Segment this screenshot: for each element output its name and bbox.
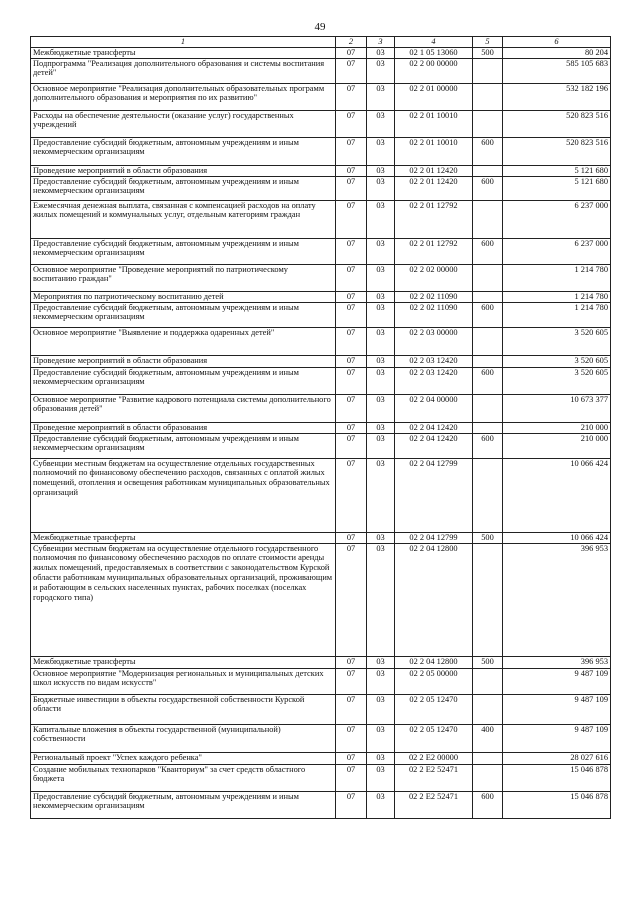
row-name: Межбюджетные трансферты — [31, 532, 336, 543]
row-name: Субвенции местным бюджетам на осуществление отдельных государственных полномочий по финансовому обеспечению расходов, связанных с оплатой жилых помещений, отопления и освещения работникам муниципальных образовательных организаций — [31, 458, 336, 532]
row-name: Проведение мероприятий в области образования — [31, 422, 336, 433]
row-amount: 5 121 680 — [503, 176, 611, 200]
table-row — [31, 367, 611, 394]
row-section: 07 — [336, 724, 367, 752]
row-amount: 1 214 780 — [503, 264, 611, 291]
row-amount: 9 487 109 — [503, 694, 611, 724]
row-expense-type: 400 — [473, 724, 503, 752]
row-expense-type — [473, 83, 503, 110]
row-amount: 3 520 605 — [503, 367, 611, 394]
row-amount: 1 214 780 — [503, 302, 611, 327]
row-subsection: 03 — [367, 200, 395, 238]
row-target-article: 02 2 04 12420 — [395, 433, 473, 458]
row-target-article: 02 2 E2 52471 — [395, 764, 473, 791]
row-expense-type: 600 — [473, 367, 503, 394]
table-row — [31, 694, 611, 724]
row-expense-type — [473, 264, 503, 291]
row-amount: 520 823 516 — [503, 137, 611, 165]
row-expense-type: 600 — [473, 238, 503, 264]
row-section: 07 — [336, 394, 367, 422]
row-expense-type: 600 — [473, 433, 503, 458]
row-amount: 396 953 — [503, 656, 611, 668]
row-amount: 6 237 000 — [503, 238, 611, 264]
row-subsection: 03 — [367, 543, 395, 656]
row-amount: 6 237 000 — [503, 200, 611, 238]
table-row — [31, 291, 611, 302]
row-amount: 10 673 377 — [503, 394, 611, 422]
table-row — [31, 422, 611, 433]
row-target-article: 02 2 02 11090 — [395, 291, 473, 302]
row-subsection: 03 — [367, 165, 395, 176]
row-name: Бюджетные инвестиции в объекты государственной собственности Курской области — [31, 694, 336, 724]
column-number-header — [31, 37, 611, 48]
row-amount: 210 000 — [503, 422, 611, 433]
row-amount: 1 214 780 — [503, 291, 611, 302]
row-target-article: 02 2 01 12420 — [395, 165, 473, 176]
row-section: 07 — [336, 532, 367, 543]
row-section: 07 — [336, 694, 367, 724]
row-section: 07 — [336, 752, 367, 764]
row-amount: 520 823 516 — [503, 110, 611, 137]
table-row — [31, 458, 611, 532]
row-amount: 396 953 — [503, 543, 611, 656]
row-section: 07 — [336, 302, 367, 327]
row-target-article: 02 2 01 10010 — [395, 110, 473, 137]
row-name: Капитальные вложения в объекты государственной (муниципальной) собственности — [31, 724, 336, 752]
row-section: 07 — [336, 110, 367, 137]
row-section: 07 — [336, 668, 367, 694]
row-section: 07 — [336, 764, 367, 791]
row-target-article: 02 2 02 11090 — [395, 302, 473, 327]
table-row — [31, 668, 611, 694]
row-subsection: 03 — [367, 532, 395, 543]
row-subsection: 03 — [367, 433, 395, 458]
row-subsection: 03 — [367, 137, 395, 165]
row-expense-type — [473, 327, 503, 355]
row-section: 07 — [336, 355, 367, 367]
row-section: 07 — [336, 264, 367, 291]
row-name: Основное мероприятие "Выявление и поддержка одаренных детей" — [31, 327, 336, 355]
table-row — [31, 355, 611, 367]
row-subsection: 03 — [367, 238, 395, 264]
row-target-article: 02 2 03 12420 — [395, 367, 473, 394]
row-expense-type — [473, 394, 503, 422]
row-target-article: 02 2 03 00000 — [395, 327, 473, 355]
row-subsection: 03 — [367, 110, 395, 137]
table-row — [31, 200, 611, 238]
row-name: Межбюджетные трансферты — [31, 47, 336, 58]
table-row — [31, 302, 611, 327]
row-target-article: 02 2 E2 52471 — [395, 791, 473, 818]
row-target-article: 02 2 00 00000 — [395, 58, 473, 83]
row-target-article: 02 2 01 10010 — [395, 137, 473, 165]
row-expense-type: 600 — [473, 176, 503, 200]
row-target-article: 02 2 01 12420 — [395, 176, 473, 200]
row-section: 07 — [336, 367, 367, 394]
row-section: 07 — [336, 458, 367, 532]
table-row — [31, 165, 611, 176]
row-section: 07 — [336, 791, 367, 818]
row-name: Мероприятия по патриотическому воспитанию детей — [31, 291, 336, 302]
table-row — [31, 58, 611, 83]
row-subsection: 03 — [367, 302, 395, 327]
row-expense-type — [473, 543, 503, 656]
row-subsection: 03 — [367, 752, 395, 764]
row-amount: 15 046 878 — [503, 764, 611, 791]
table-row — [31, 137, 611, 165]
row-expense-type — [473, 291, 503, 302]
row-amount: 585 105 683 — [503, 58, 611, 83]
row-target-article: 02 2 03 12420 — [395, 355, 473, 367]
row-section: 07 — [336, 58, 367, 83]
row-subsection: 03 — [367, 367, 395, 394]
row-section: 07 — [336, 83, 367, 110]
row-expense-type: 600 — [473, 302, 503, 327]
row-section: 07 — [336, 433, 367, 458]
row-amount: 10 066 424 — [503, 458, 611, 532]
row-subsection: 03 — [367, 83, 395, 110]
row-target-article: 02 2 01 00000 — [395, 83, 473, 110]
row-section: 07 — [336, 543, 367, 656]
row-name: Основное мероприятие "Развитие кадрового потенциала системы дополнительного образования детей" — [31, 394, 336, 422]
row-name: Предоставление субсидий бюджетным, автономным учреждениям и иным некоммерческим организациям — [31, 302, 336, 327]
table-row — [31, 656, 611, 668]
row-name: Проведение мероприятий в области образования — [31, 165, 336, 176]
table-row — [31, 543, 611, 656]
row-subsection: 03 — [367, 291, 395, 302]
row-amount: 28 027 616 — [503, 752, 611, 764]
row-target-article: 02 2 04 12800 — [395, 656, 473, 668]
row-subsection: 03 — [367, 355, 395, 367]
row-amount: 5 121 680 — [503, 165, 611, 176]
row-subsection: 03 — [367, 694, 395, 724]
table-row — [31, 176, 611, 200]
row-amount: 532 182 196 — [503, 83, 611, 110]
row-amount: 3 520 605 — [503, 355, 611, 367]
row-amount: 80 204 — [503, 47, 611, 58]
row-target-article: 02 2 04 12800 — [395, 543, 473, 656]
row-amount: 9 487 109 — [503, 668, 611, 694]
row-target-article: 02 2 05 12470 — [395, 724, 473, 752]
row-name: Основное мероприятие "Реализация дополнительных образовательных программ дополнительного образования и мероприятия по их развитию" — [31, 83, 336, 110]
row-name: Субвенции местным бюджетам на осуществление отдельного государственного полномочия по финансовому обеспечению расходов по оплате стоимости аренды жилых помещений, предоставляемых в соответствии с законодательством Курской области работникам муниципальных образовательных организаций, проживающим и работающим в сельских населенных пунктах, рабочих поселках (поселках городского типа) — [31, 543, 336, 656]
row-expense-type: 500 — [473, 47, 503, 58]
column-header: 2 — [336, 37, 367, 48]
row-target-article: 02 2 05 00000 — [395, 668, 473, 694]
row-section: 07 — [336, 327, 367, 355]
row-expense-type — [473, 694, 503, 724]
table-row — [31, 752, 611, 764]
row-section: 07 — [336, 137, 367, 165]
column-header: 6 — [503, 37, 611, 48]
row-subsection: 03 — [367, 176, 395, 200]
row-subsection: 03 — [367, 264, 395, 291]
table-row — [31, 433, 611, 458]
row-section: 07 — [336, 165, 367, 176]
row-expense-type: 600 — [473, 137, 503, 165]
row-subsection: 03 — [367, 668, 395, 694]
row-subsection: 03 — [367, 47, 395, 58]
row-expense-type — [473, 200, 503, 238]
row-name: Расходы на обеспечение деятельности (оказание услуг) государственных учреждений — [31, 110, 336, 137]
row-expense-type — [473, 764, 503, 791]
table-row — [31, 264, 611, 291]
row-section: 07 — [336, 422, 367, 433]
table-row — [31, 791, 611, 818]
page-number: 49 — [314, 21, 326, 33]
row-target-article: 02 2 04 00000 — [395, 394, 473, 422]
row-amount: 10 066 424 — [503, 532, 611, 543]
row-name: Предоставление субсидий бюджетным, автономным учреждениям и иным некоммерческим организациям — [31, 433, 336, 458]
row-expense-type: 500 — [473, 656, 503, 668]
row-target-article: 02 2 05 12470 — [395, 694, 473, 724]
row-section: 07 — [336, 656, 367, 668]
row-expense-type — [473, 668, 503, 694]
row-amount: 3 520 605 — [503, 327, 611, 355]
row-name: Создание мобильных технопарков "Кванториум" за счет средств областного бюджета — [31, 764, 336, 791]
row-expense-type — [473, 165, 503, 176]
row-name: Предоставление субсидий бюджетным, автономным учреждениям и иным некоммерческим организациям — [31, 137, 336, 165]
row-name: Межбюджетные трансферты — [31, 656, 336, 668]
row-target-article: 02 2 E2 00000 — [395, 752, 473, 764]
row-name: Подпрограмма "Реализация дополнительного образования и системы воспитания детей" — [31, 58, 336, 83]
row-subsection: 03 — [367, 58, 395, 83]
row-expense-type: 500 — [473, 532, 503, 543]
column-header: 4 — [395, 37, 473, 48]
row-name: Основное мероприятие "Проведение мероприятий по патриотическому воспитанию граждан" — [31, 264, 336, 291]
row-name: Предоставление субсидий бюджетным, автономным учреждениям и иным некоммерческим организациям — [31, 238, 336, 264]
table-row — [31, 47, 611, 58]
row-section: 07 — [336, 200, 367, 238]
row-target-article: 02 2 04 12420 — [395, 422, 473, 433]
table-row — [31, 83, 611, 110]
row-subsection: 03 — [367, 656, 395, 668]
row-amount: 9 487 109 — [503, 724, 611, 752]
row-subsection: 03 — [367, 764, 395, 791]
table-row — [31, 238, 611, 264]
row-amount: 15 046 878 — [503, 791, 611, 818]
row-amount: 210 000 — [503, 433, 611, 458]
row-expense-type: 600 — [473, 791, 503, 818]
row-name: Ежемесячная денежная выплата, связанная с компенсацией расходов на оплату жилых помещений и коммунальных услуг, отдельным категориям граждан — [31, 200, 336, 238]
row-expense-type — [473, 458, 503, 532]
row-subsection: 03 — [367, 394, 395, 422]
row-section: 07 — [336, 47, 367, 58]
row-target-article: 02 2 01 12792 — [395, 238, 473, 264]
row-subsection: 03 — [367, 327, 395, 355]
row-expense-type — [473, 422, 503, 433]
row-name: Региональный проект "Успех каждого ребенка" — [31, 752, 336, 764]
row-section: 07 — [336, 238, 367, 264]
row-target-article: 02 2 01 12792 — [395, 200, 473, 238]
row-name: Предоставление субсидий бюджетным, автономным учреждениям и иным некоммерческим организациям — [31, 367, 336, 394]
row-expense-type — [473, 752, 503, 764]
column-header: 3 — [367, 37, 395, 48]
table-row — [31, 327, 611, 355]
row-subsection: 03 — [367, 724, 395, 752]
row-name: Предоставление субсидий бюджетным, автономным учреждениям и иным некоммерческим организациям — [31, 791, 336, 818]
row-expense-type — [473, 355, 503, 367]
column-header: 5 — [473, 37, 503, 48]
table-row — [31, 394, 611, 422]
row-subsection: 03 — [367, 458, 395, 532]
row-expense-type — [473, 58, 503, 83]
column-header: 1 — [31, 37, 336, 48]
table-row — [31, 764, 611, 791]
row-name: Проведение мероприятий в области образования — [31, 355, 336, 367]
row-target-article: 02 1 05 13060 — [395, 47, 473, 58]
row-name: Основное мероприятие "Модернизация региональных и муниципальных детских школ искусств по видам искусств" — [31, 668, 336, 694]
table-row — [31, 110, 611, 137]
row-subsection: 03 — [367, 422, 395, 433]
row-subsection: 03 — [367, 791, 395, 818]
budget-allocation-table — [30, 36, 611, 819]
row-section: 07 — [336, 176, 367, 200]
row-name: Предоставление субсидий бюджетным, автономным учреждениям и иным некоммерческим организациям — [31, 176, 336, 200]
table-row — [31, 532, 611, 543]
row-target-article: 02 2 02 00000 — [395, 264, 473, 291]
table-row — [31, 724, 611, 752]
row-target-article: 02 2 04 12799 — [395, 458, 473, 532]
row-expense-type — [473, 110, 503, 137]
row-section: 07 — [336, 291, 367, 302]
row-target-article: 02 2 04 12799 — [395, 532, 473, 543]
